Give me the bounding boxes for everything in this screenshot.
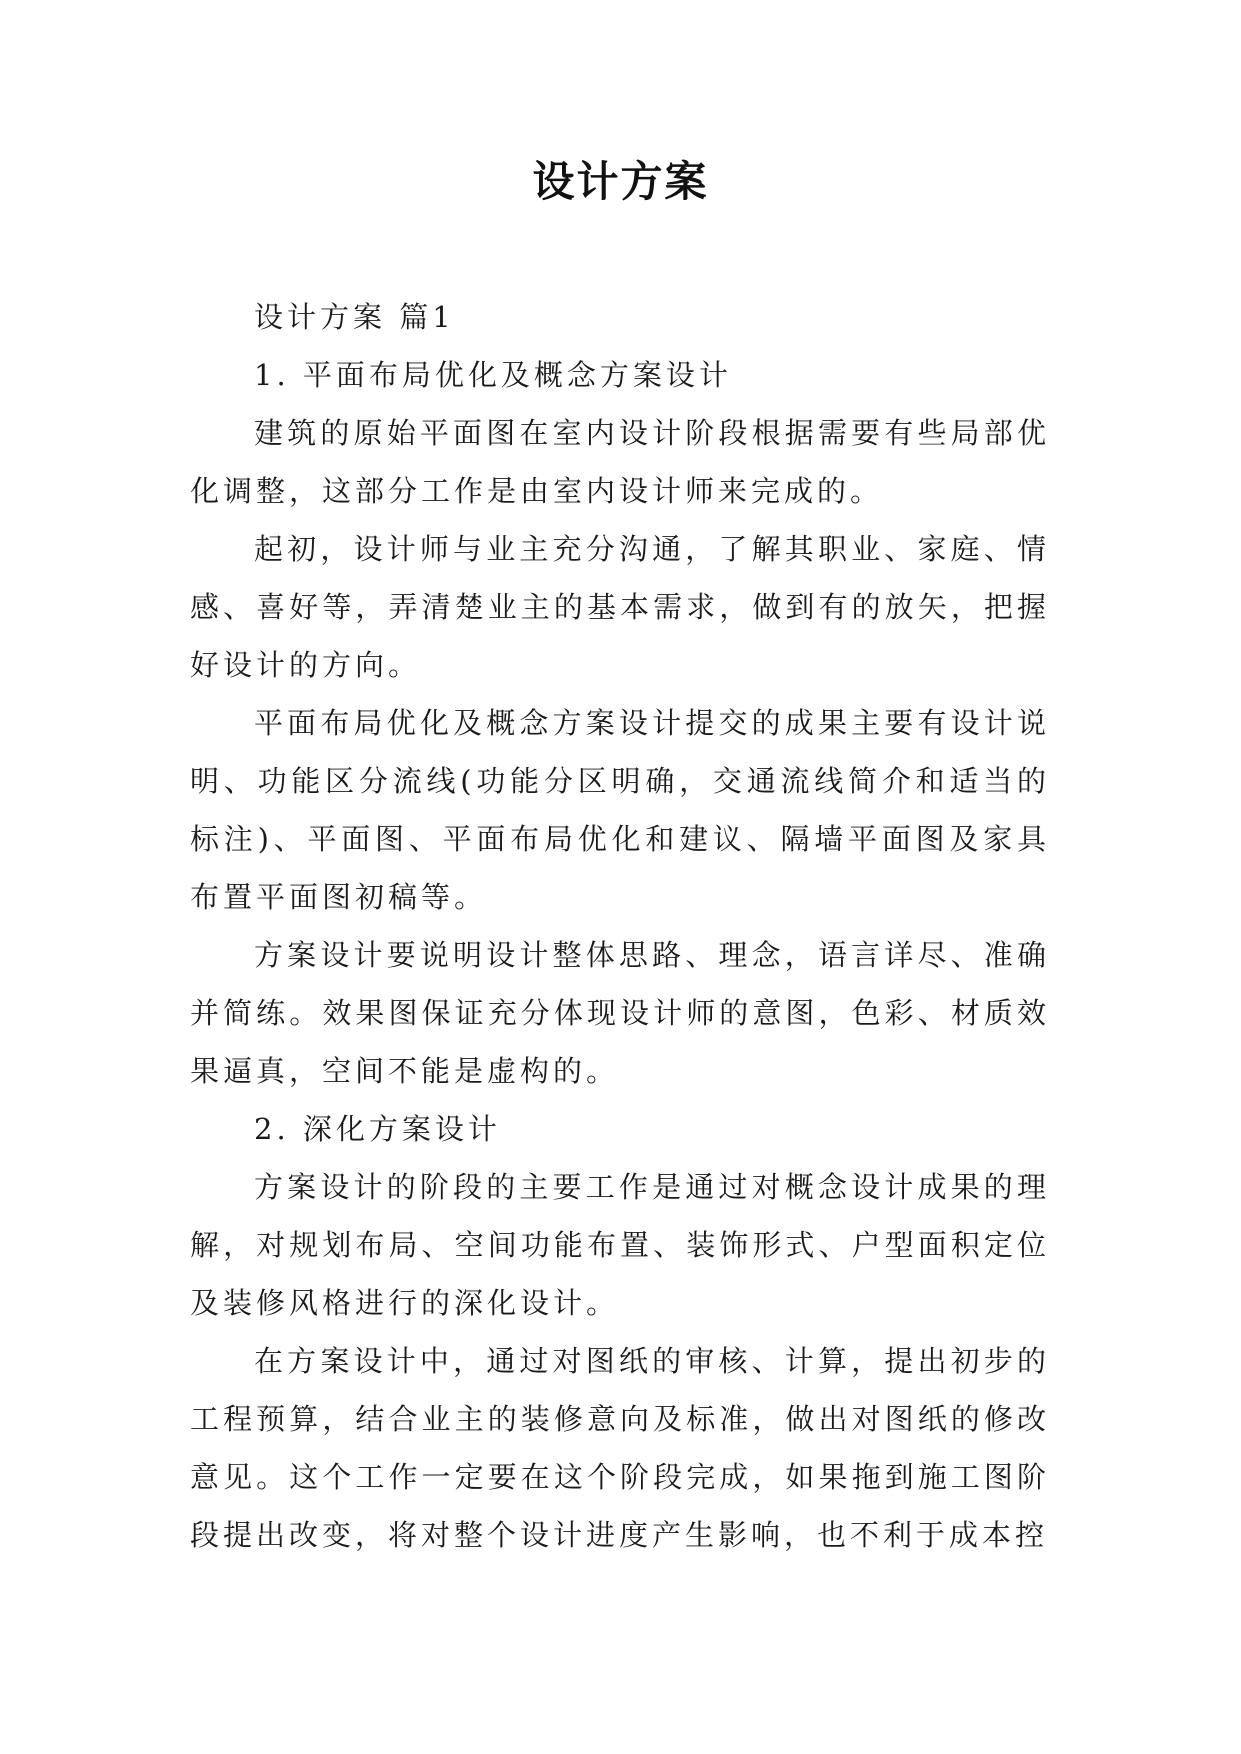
- paragraph: 平面布局优化及概念方案设计提交的成果主要有设计说明、功能区分流线(功能分区明确，交通流线简介和适当的标注)、平面图、平面布局优化和建议、隔墙平面图及家具布置平面图初稿等。: [190, 706, 1050, 914]
- paragraph: 在方案设计中，通过对图纸的审核、计算，提出初步的工程预算，结合业主的装修意向及标准，做出对图纸的修改意见。这个工作一定要在这个阶段完成，如果拖到施工图阶段提出改变，将对整个设计进度产生影响，也不利于成本控: [190, 1344, 1050, 1552]
- document-body: [190, 288, 1050, 1564]
- paragraph: 建筑的原始平面图在室内设计阶段根据需要有些局部优化调整，这部分工作是由室内设计师来完成的。: [190, 416, 1050, 508]
- paragraph-heading-1: 1. 平面布局优化及概念方案设计: [254, 358, 732, 392]
- paragraph: 方案设计要说明设计整体思路、理念，语言详尽、准确并简练。效果图保证充分体现设计师的意图，色彩、材质效果逼真，空间不能是虚构的。: [190, 938, 1050, 1088]
- paragraph-heading-2: 2. 深化方案设计: [254, 1112, 501, 1146]
- document-title: 设计方案: [532, 157, 709, 206]
- paragraph: 起初，设计师与业主充分沟通，了解其职业、家庭、情感、喜好等，弄清楚业主的基本需求，做到有的放矢，把握好设计的方向。: [190, 532, 1050, 682]
- paragraph: 方案设计的阶段的主要工作是通过对概念设计成果的理解，对规划布局、空间功能布置、装饰形式、户型面积定位及装修风格进行的深化设计。: [190, 1170, 1050, 1320]
- paragraph-section-heading: 设计方案 篇1: [254, 300, 455, 334]
